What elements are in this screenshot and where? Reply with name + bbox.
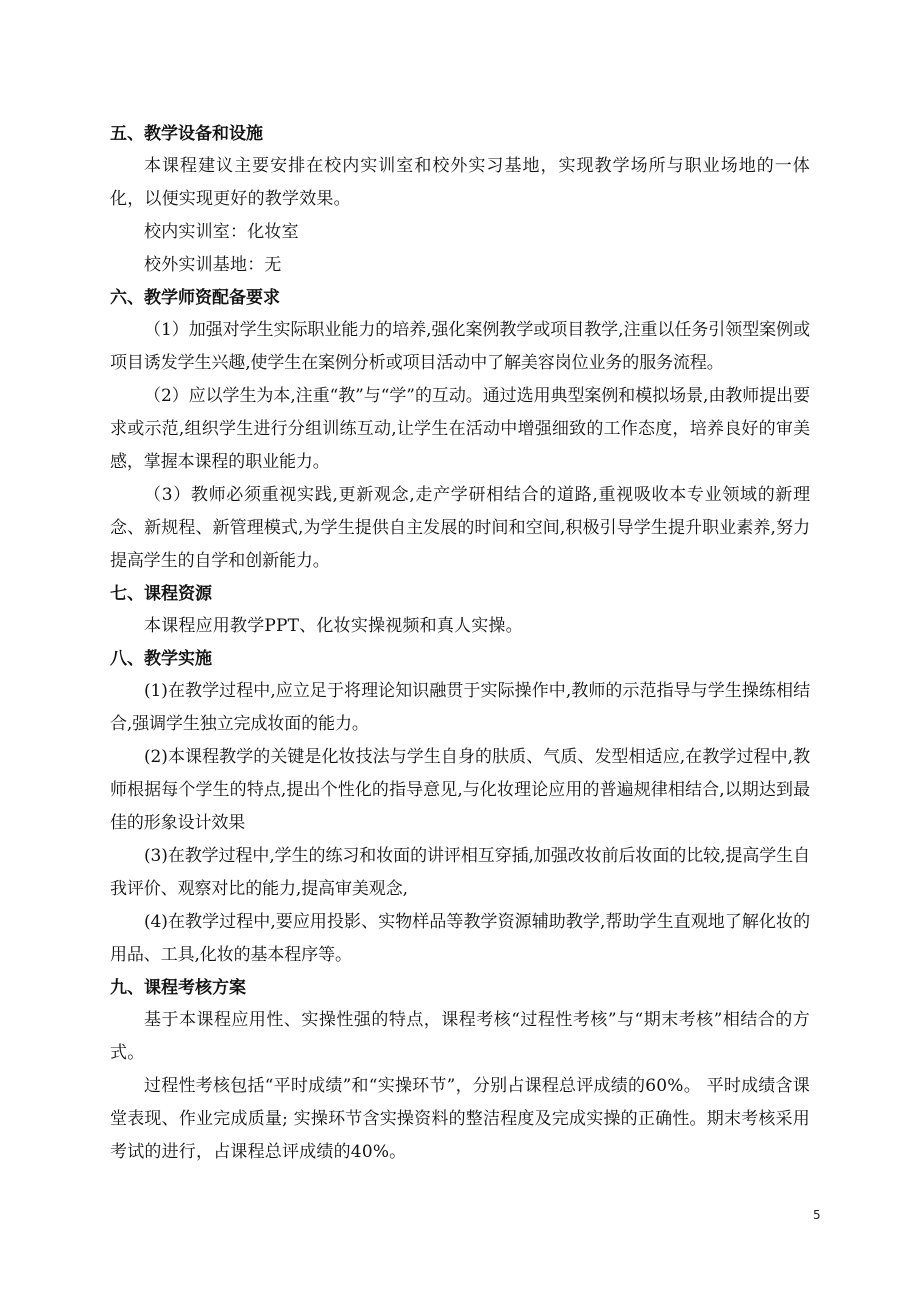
section-paragraph: (4)在教学过程中,要应用投影、实物样品等教学资源辅助教学,帮助学生直观地了解化妆的用品、工具,化妆的基本程序等。 xyxy=(110,912,810,965)
section-paragraph: (3)在教学过程中,学生的练习和妆面的讲评相互穿插,加强改妆前后妆面的比较,提高学生自我评价、观察对比的能力,提高审美观念, xyxy=(110,846,810,899)
section-paragraph: （3）教师必须重视实践,更新观念,走产学研相结合的道路,重视吸收本专业领域的新理念、新规程、新管理模式,为学生提供自主发展的时间和空间,积极引导学生提升职业素养,努力提高学生的自学和创新能力。 xyxy=(110,485,810,571)
section-paragraph: 本课程应用教学PPT、化妆实操视频和真人实操。 xyxy=(144,616,523,636)
section-paragraph: 过程性考核包括“平时成绩”和“实操环节”，分别占课程总评成绩的60%。 平时成绩含课堂表现、作业完成质量; 实操环节含实操资料的整洁程度及完成实操的正确性。期末考核采用考试的进行，占课程总评成绩的40%。 xyxy=(110,1076,810,1162)
section-heading-resources: 七、课程资源 xyxy=(110,584,212,604)
section-paragraph: (1)在教学过程中,应立足于将理论知识融贯于实际操作中,教师的示范指导与学生操练相结合,强调学生独立完成妆面的能力。 xyxy=(110,681,810,734)
section-paragraph: 本课程建议主要安排在校内实训室和校外实习基地，实现教学场所与职业场地的一体化，以便实现更好的教学效果。 xyxy=(110,156,810,209)
section-paragraph: （2）应以学生为本,注重“教”与“学”的互动。通过选用典型案例和模拟场景,由教师提出要求或示范,组织学生进行分组训练互动,让学生在活动中增强细致的工作态度，培养良好的审美感，掌握本课程的职业能力。 xyxy=(110,386,810,472)
section-paragraph: 校外实训基地：无 xyxy=(144,255,282,275)
section-heading-facilities: 五、教学设备和设施 xyxy=(110,124,263,144)
section-paragraph: (2)本课程教学的关键是化妆技法与学生自身的肤质、气质、发型相适应,在教学过程中,教师根据每个学生的特点,提出个性化的指导意见,与化妆理论应用的普遍规律相结合,以期达到最佳的形象设计效果 xyxy=(110,747,810,833)
page-number: 5 xyxy=(813,1208,821,1222)
section-paragraph: 基于本课程应用性、实操性强的特点，课程考核“过程性考核”与“期末考核”相结合的方式。 xyxy=(110,1010,810,1063)
page-content xyxy=(110,118,810,1169)
section-paragraph: 校内实训室：化妆室 xyxy=(144,222,299,242)
section-heading-implementation: 八、教学实施 xyxy=(110,649,212,669)
section-paragraph: （1）加强对学生实际职业能力的培养,强化案例教学或项目教学,注重以任务引领型案例或项目诱发学生兴趣,使学生在案例分析或项目活动中了解美容岗位业务的服务流程。 xyxy=(110,320,810,373)
section-heading-assessment: 九、课程考核方案 xyxy=(110,978,246,998)
section-heading-teachers: 六、教学师资配备要求 xyxy=(110,288,280,308)
